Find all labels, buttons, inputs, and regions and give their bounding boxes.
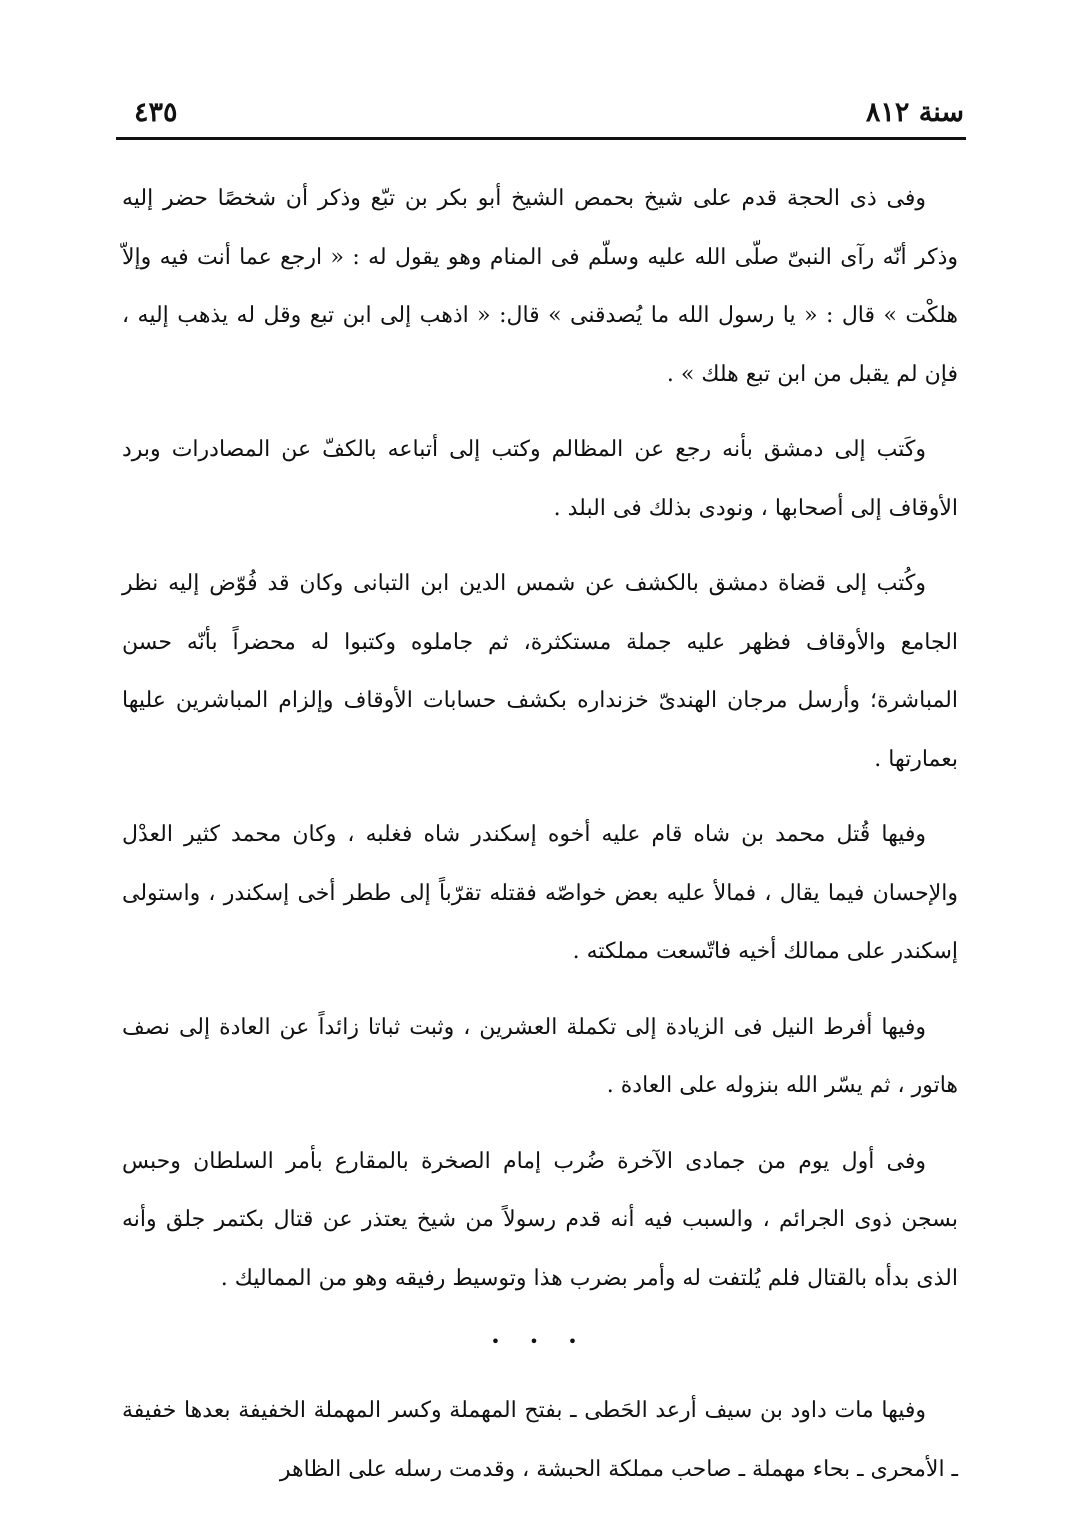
- paragraph: وكَتب إلى دمشق بأنه رجع عن المظالم وكتب إلى أتباعه بالكفّ عن المصادرات وبرد الأوقاف إلى أصحابها ، ونودى بذلك فى البلد .: [122, 437, 958, 521]
- running-head-year: سنة ٨١٢: [865, 97, 964, 128]
- paragraph: وفيها قُتل محمد بن شاه قام عليه أخوه إسكندر شاه فغلبه ، وكان محمد كثير العدْل والإحسان فيما يقال ، فمالأ عليه بعض خواصّه فقتله تقرّباً إلى ططر أخى إسكندر ، واستولى إسكندر على ممالك أخيه فاتّسعت مملكته .: [122, 822, 958, 964]
- page-header: [124, 92, 964, 134]
- paragraph: وفى ذى الحجة قدم على شيخ بحمص الشيخ أبو بكر بن تبّع وذكر أن شخصًا حضر إليه وذكر أنّه رآى النبىّ صلّى الله عليه وسلّم فى المنام وهو يقول له : « ارجع عما أنت فيه وإلاّ هلكْت » قال : « يا رسول الله ما يُصدقنى » قال: « اذهب إلى ابن تبع وقل له يذهب إليه ، فإن لم يقبل من ابن تبع هلك » .: [122, 186, 958, 387]
- paragraph: وفيها مات داود بن سيف أرعد الحَطى ـ بفتح المهملة وكسر المهملة الخفيفة بعدها خفيفة ـ الأمحرى ـ بحاء مهملة ـ صاحب مملكة الحبشة ، وقدمت رسله على الظاهر: [122, 1398, 958, 1482]
- page-number: ٤٣٥: [134, 97, 178, 128]
- section-separator: • • •: [490, 1332, 590, 1351]
- paragraph: وفى أول يوم من جمادى الآخرة ضُرب إمام الصخرة بالمقارع بأمر السلطان وحبس بسجن ذوى الجرائم ، والسبب فيه أنه قدم رسولاً من شيخ يعتذر عن قتال بكتمر جلق وأنه الذى بدأه بالقتال فلم يُلتفت له وأمر بضرب هذا وتوسيط رفيقه وهو من المماليك .: [122, 1148, 958, 1291]
- header-rule: [116, 137, 966, 140]
- paragraph: وكُتب إلى قضاة دمشق بالكشف عن شمس الدين ابن التبانى وكان قد فُوّض إليه نظر الجامع والأوقاف فظهر عليه جملة مستكثرة، ثم جاملوه وكتبوا له محضراً بأنّه حسن المباشرة؛ وأرسل مرجان الهندىّ خزنداره بكشف حسابات الأوقاف وإلزام المباشرين عليها بعمارتها .: [122, 571, 958, 772]
- paragraph: وفيها أفرط النيل فى الزيادة إلى تكملة العشرين ، وثبت ثباتا زائداً عن العادة إلى نصف هاتور ، ثم يسّر الله بنزوله على العادة .: [122, 1014, 958, 1098]
- page-body: [122, 170, 958, 1516]
